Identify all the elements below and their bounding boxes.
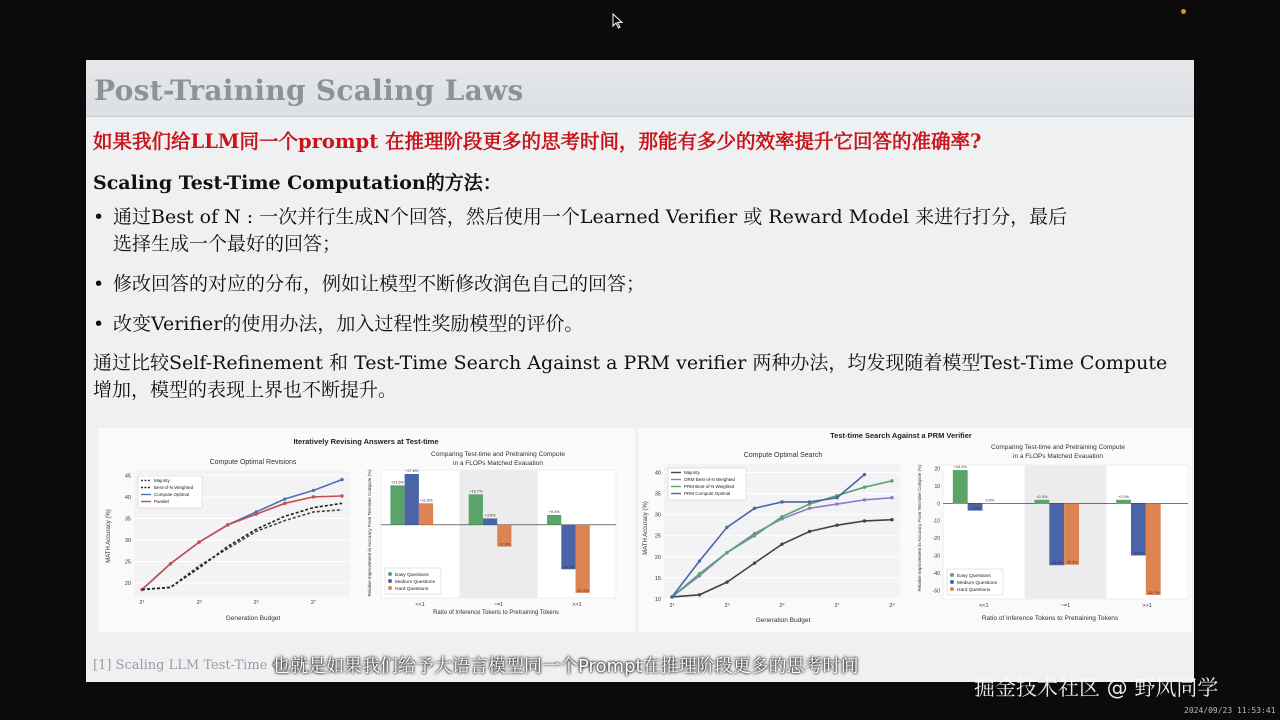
data-point (835, 496, 838, 499)
data-point (283, 502, 286, 505)
x-tick-label: 2¹ (139, 600, 145, 606)
figure-title: Iteratively Revising Answers at Test-time (293, 437, 439, 446)
data-point (863, 519, 866, 522)
bar-data-label: +3.5% (484, 513, 496, 518)
x-tick-label: 2⁵ (253, 600, 259, 606)
bar-data-label: +11.8% (419, 498, 433, 503)
data-point (753, 561, 756, 564)
bar-data-label: -37.2% (576, 588, 589, 593)
y-tick-label: 20 (654, 554, 661, 561)
data-point (340, 478, 343, 481)
data-point (890, 518, 893, 521)
y-tick-label: -40 (932, 570, 940, 577)
data-point (863, 473, 866, 476)
legend-label: Best-of-N Weighted (154, 485, 194, 490)
bar-data-label: +21.6% (391, 480, 405, 485)
bar-data-label: -30.0% (1132, 551, 1145, 556)
y-axis-label: Relative Improvement in Accuracy From Test-time Compute (%) (367, 469, 372, 597)
presentation-slide (86, 60, 1194, 682)
legend-swatch (388, 579, 392, 583)
data-point (808, 530, 811, 533)
data-point (753, 507, 756, 510)
figure-prm-search (638, 428, 1192, 632)
data-point (312, 489, 315, 492)
chart-title: Compute Optimal Search (743, 452, 823, 459)
chart-subtitle: in a FLOPs Matched Evauation (1013, 453, 1103, 460)
figure-revisions-svg (98, 428, 635, 632)
mouse-cursor-icon (612, 13, 624, 29)
legend-label: PRM Best-of-N Weighted (684, 484, 735, 489)
x-tick-label: 2⁷ (834, 603, 840, 609)
bar-data-label: +27.8% (405, 469, 419, 474)
legend-swatch (950, 580, 954, 584)
chart-title: Comparing Test-time and Pretraining Compute (991, 444, 1125, 451)
bullet-item (93, 271, 1183, 299)
bar-data-label: -35.3% (1065, 560, 1078, 565)
recording-indicator-icon (1181, 9, 1186, 14)
x-tick-label: 2³ (196, 600, 202, 606)
bar-data-label: -35.6% (1050, 561, 1063, 566)
legend-label: Medium Questions (395, 580, 435, 585)
x-tick-label: 2⁹ (889, 603, 895, 609)
bar (576, 525, 590, 593)
legend-label: Majority (154, 478, 170, 483)
y-tick-label: -20 (932, 536, 940, 543)
y-tick-label: 45 (124, 473, 131, 480)
legend-swatch (388, 572, 392, 576)
bullet-item (93, 311, 1183, 339)
bar (483, 518, 497, 524)
bar-data-label: +2.0% (1036, 494, 1048, 499)
data-point (890, 496, 893, 499)
data-point (725, 526, 728, 529)
bar (547, 515, 561, 525)
bar-data-label: +2.0% (1118, 494, 1129, 499)
data-point (169, 562, 172, 565)
y-axis-label: Relative Improvement in Accuracy From Test-time Compute (%) (917, 464, 922, 592)
y-tick-label: 25 (654, 533, 661, 540)
bar (1049, 503, 1064, 565)
bar-data-label: -4.2% (970, 506, 981, 511)
bar (561, 525, 575, 569)
data-point (753, 534, 756, 537)
legend-label: Majority (684, 470, 700, 475)
data-point (890, 479, 893, 482)
bullet-dot-icon: • (93, 313, 105, 335)
method-heading: Scaling Test-Time Computation的方法： (93, 172, 502, 194)
data-point (698, 593, 701, 596)
data-point (698, 559, 701, 562)
x-axis-label: Generation Budget (755, 617, 811, 624)
bar-data-label: -24.3% (562, 565, 575, 570)
y-tick-label: -10 (932, 518, 940, 525)
legend-swatch (950, 587, 954, 591)
x-tick-label: 2⁷ (310, 600, 316, 606)
bar-data-label: +16.7% (469, 489, 483, 494)
bar-data-label: +5.4% (548, 509, 560, 514)
y-tick-label: 10 (934, 483, 940, 490)
legend-label: Hard Questions (395, 587, 429, 592)
bullet-item (93, 204, 1183, 260)
x-tick-label: <<1 (415, 602, 425, 608)
legend-label: ORM Best-of-N Weighted (684, 477, 735, 482)
data-point (863, 498, 866, 501)
slide-title-bar (86, 60, 1194, 117)
bullet-text: 通过Best of N : 一次并行生成N个回答，然后使用一个Learned Verifier 或 Reward Model 来进行打分，最后 选择生成一个最好的回答； (113, 206, 1068, 255)
figure-prm-search-svg (638, 428, 1192, 632)
data-point (808, 507, 811, 510)
x-tick-label: >>1 (1142, 603, 1152, 609)
data-point (780, 542, 783, 545)
x-tick-label: 2⁵ (779, 603, 785, 609)
y-tick-label: 15 (654, 575, 661, 582)
bar (469, 494, 483, 525)
data-point (255, 512, 258, 515)
legend-label: Medium Questions (957, 581, 997, 586)
chart-title: Comparing Test-time and Pretraining Compute (431, 451, 565, 458)
bar (953, 470, 968, 503)
y-axis-label: MATH Accuracy (%) (106, 509, 112, 563)
y-tick-label: 20 (124, 581, 131, 588)
x-tick-label: <<1 (979, 603, 989, 609)
data-point (670, 595, 673, 598)
y-tick-label: 35 (654, 491, 661, 498)
chart-subtitle: in a FLOPs Matched Evauation (453, 460, 543, 467)
data-point (197, 540, 200, 543)
data-point (226, 523, 229, 526)
data-point (780, 500, 783, 503)
y-tick-label: 35 (124, 516, 131, 523)
legend-label: PRM Compute Optimal (684, 491, 731, 496)
bullet-dot-icon: • (93, 206, 105, 228)
bar-data-label: +19.1% (953, 465, 967, 470)
video-subtitle: 也就是如果我们给予大语言模型同一个Prompt在推理阶段更多的思考时间 (272, 656, 859, 677)
conclusion-text: 通过比较Self-Refinement 和 Test-Time Search Against a PRM verifier 两种办法，均发现随着模型Test-Time Compute增加，模型的表现上界也不断提升。 (93, 352, 1168, 401)
legend-label: Parallel (154, 499, 170, 504)
legend-swatch (950, 573, 954, 577)
legend-swatch (388, 586, 392, 590)
bar (390, 485, 404, 524)
bar-data-label: -11.9% (498, 542, 511, 547)
watermark: 掘金技术社区 @ 野风同学 (974, 676, 1219, 700)
slide-title: Post-Training Scaling Laws (94, 74, 524, 107)
data-point (698, 572, 701, 575)
bar (1034, 500, 1049, 503)
x-axis-label: Ratio of Inference Tokens to Pretraining Tokens (981, 615, 1119, 622)
x-tick-label: 2¹ (669, 603, 675, 609)
y-tick-label: -30 (932, 553, 940, 560)
data-point (283, 497, 286, 500)
legend-label: Easy Questions (957, 574, 991, 579)
legend-label: Compute Optimal (154, 492, 190, 497)
y-tick-label: 40 (654, 470, 661, 477)
chart-title: Compute Optimal Revisions (209, 459, 297, 466)
data-point (725, 580, 728, 583)
y-tick-label: 25 (124, 559, 131, 566)
x-tick-label: ~=1 (493, 602, 504, 608)
y-tick-label: 20 (934, 466, 940, 473)
x-tick-label: >>1 (572, 602, 582, 608)
x-tick-label: ~=1 (1060, 603, 1071, 609)
footnote: [1] Scaling LLM Test-Time Co (93, 658, 290, 673)
data-point (808, 500, 811, 503)
data-point (340, 494, 343, 497)
bar (405, 474, 419, 525)
legend-label: Easy Questions (395, 573, 429, 578)
data-point (863, 486, 866, 489)
bar-data-label: 0.0% (985, 498, 995, 503)
bar-data-label: -52.7% (1147, 590, 1160, 595)
y-tick-label: 10 (654, 597, 661, 603)
x-tick-label: 2³ (724, 603, 730, 609)
bar (982, 503, 997, 504)
y-tick-label: 30 (124, 537, 131, 544)
data-point (780, 515, 783, 518)
y-tick-label: 40 (124, 494, 131, 501)
bar (1116, 500, 1131, 503)
data-point (725, 551, 728, 554)
y-tick-label: 30 (654, 512, 661, 519)
y-axis-label: MATH Accuracy (%) (643, 501, 649, 555)
figure-title: Test-time Search Against a PRM Verifier (830, 431, 972, 440)
bullet-text: 修改回答的对应的分布，例如让模型不断修改润色自己的回答； (113, 273, 646, 295)
bar (1146, 503, 1161, 595)
timestamp: 2024/09/23 11:53:41 (1184, 706, 1276, 715)
x-axis-label: Generation Budget (225, 615, 281, 622)
bullet-text: 改变Verifier的使用办法，加入过程性奖励模型的评价。 (113, 313, 584, 335)
data-point (312, 495, 315, 498)
slide-question: 如果我们给LLM同一个prompt 在推理阶段更多的思考时间，那能有多少的效率提升它回答的准确率? (93, 130, 982, 153)
bar (1064, 503, 1079, 564)
figure-revisions (98, 428, 635, 632)
x-axis-label: Ratio of Inference Tokens to Pretraining Tokens (433, 610, 559, 616)
bullet-dot-icon: • (93, 273, 105, 295)
bar (1131, 503, 1146, 555)
legend-label: Hard Questions (957, 588, 991, 593)
y-tick-label: 0 (937, 501, 940, 508)
data-point (835, 502, 838, 505)
y-tick-label: -50 (932, 588, 940, 595)
data-point (835, 523, 838, 526)
bar (419, 503, 433, 525)
